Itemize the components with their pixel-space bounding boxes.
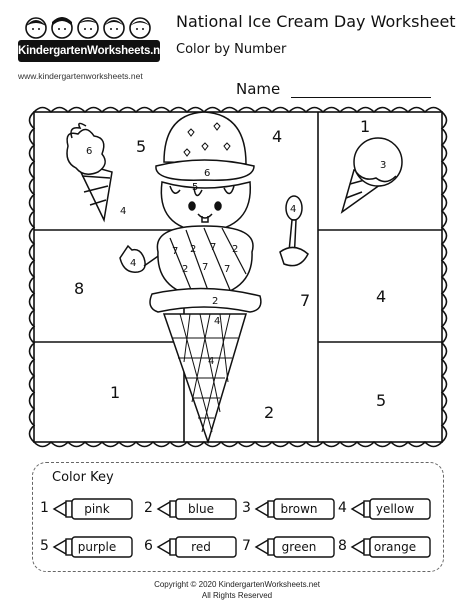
- character-face: [161, 182, 250, 232]
- color-name: yellow: [375, 502, 415, 516]
- cell-number: 5: [376, 391, 387, 410]
- cell-number: 5: [136, 137, 147, 156]
- color-key-item: 4 yellow: [338, 498, 430, 520]
- color-key-title: Color Key: [52, 470, 114, 485]
- logo-name: KindergartenWorksheets.net: [18, 40, 160, 62]
- cell-number: 7: [300, 291, 311, 310]
- cell-number: 4: [376, 287, 387, 306]
- region-number: 2: [212, 296, 219, 307]
- region-number: 7: [202, 262, 209, 273]
- region-number: 2: [190, 244, 197, 255]
- region-number: 4: [130, 258, 137, 269]
- color-name: blue: [188, 502, 214, 516]
- region-number: 3: [380, 160, 387, 171]
- color-key-item: 8 orange: [338, 536, 430, 558]
- region-number: 5: [192, 182, 199, 193]
- color-name: green: [281, 540, 317, 554]
- region-number: 7: [224, 264, 231, 275]
- color-key-item: 6 red: [144, 536, 236, 558]
- color-key-item: 3 brown: [242, 498, 334, 520]
- cell-number: 2: [264, 403, 275, 422]
- color-key-item: 7 green: [242, 536, 334, 558]
- region-number: 4: [120, 206, 127, 217]
- color-name: pink: [84, 502, 110, 516]
- cell-number: 4: [272, 127, 283, 146]
- cell-number: 1: [360, 117, 371, 136]
- name-label: Name: [236, 80, 281, 98]
- footer-rights: All Rights Reserved: [201, 591, 273, 600]
- site-logo: [18, 14, 170, 81]
- color-name: red: [191, 540, 211, 554]
- color-key-item: 2 blue: [144, 498, 236, 520]
- right-cone-icon: [342, 138, 402, 212]
- color-name: orange: [373, 540, 417, 554]
- kids-faces-icon: [22, 14, 160, 40]
- color-key-item: 5 purple: [40, 536, 132, 558]
- worksheet-subtitle: Color by Number: [176, 42, 287, 57]
- region-number: 7: [172, 246, 179, 257]
- region-number: 4: [214, 316, 221, 327]
- cell-number: 8: [74, 279, 85, 298]
- name-input-line[interactable]: [291, 97, 431, 98]
- region-number: 4: [290, 204, 297, 215]
- site-url: www.kindergartenworksheets.net: [18, 71, 143, 81]
- color-name: brown: [280, 502, 318, 516]
- footer-copyright: Copyright © 2020 KindergartenWorksheets.net: [154, 580, 320, 589]
- color-key-item: 1 pink: [40, 498, 132, 520]
- waffle-cone: [164, 314, 246, 442]
- region-number: 7: [210, 242, 217, 253]
- cell-number: 1: [110, 383, 121, 402]
- region-number: 4: [208, 356, 215, 367]
- region-number: 2: [182, 264, 189, 275]
- left-cone-icon: [67, 123, 112, 220]
- region-number: 2: [232, 244, 239, 255]
- region-number: 6: [204, 168, 211, 179]
- color-name: purple: [77, 540, 117, 554]
- region-number: 6: [86, 146, 93, 157]
- worksheet-title: National Ice Cream Day Worksheet: [176, 12, 456, 31]
- coloring-picture[interactable]: [24, 102, 452, 452]
